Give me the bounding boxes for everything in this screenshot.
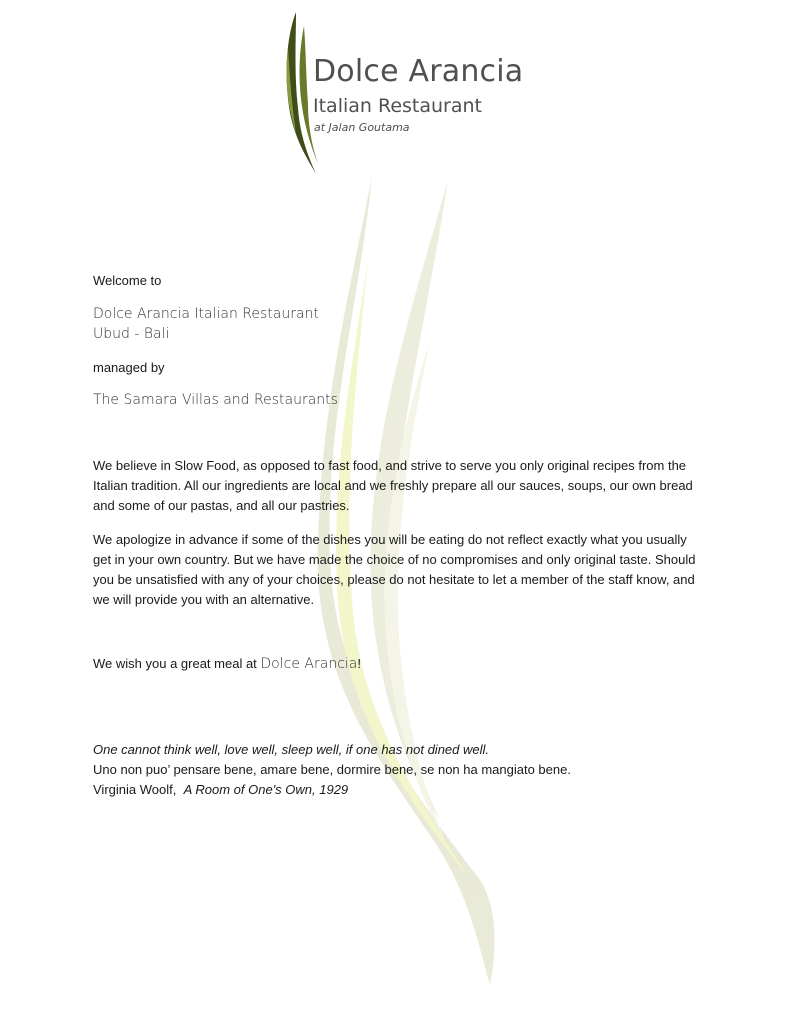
paragraph-2: We apologize in advance if some of the dishes you will be eating do not reflect exactly what you usually get in your own country. But we have made the choice of no compromises and only original taste. Should you be unsatisfied with any of your choices, please do not hesitate to let a member of the staff know, and we will provide you with an alternative. bbox=[93, 532, 696, 607]
quote-english: One cannot think well, love well, sleep well, if one has not dined well. bbox=[93, 742, 489, 757]
wish-line bbox=[93, 656, 361, 672]
paragraph-apology bbox=[93, 530, 703, 610]
restaurant-name: Dolce Arancia Italian Restaurant bbox=[93, 306, 319, 322]
managed-by-label: managed by bbox=[93, 360, 165, 375]
restaurant-location: Ubud - Bali bbox=[93, 326, 170, 342]
logo-location: at Jalan Goutama bbox=[314, 121, 410, 134]
quote-work: A Room of One's Own, 1929 bbox=[183, 782, 349, 797]
quote-italian: Uno non puo’ pensare bene, amare bene, dormire bene, se non ha mangiato bene. bbox=[93, 762, 571, 777]
wish-restaurant-name: Dolce Arancia bbox=[260, 656, 358, 672]
logo-subtitle: Italian Restaurant bbox=[313, 95, 482, 117]
wish-prefix: We wish you a great meal at bbox=[93, 656, 261, 671]
quote-attribution bbox=[93, 782, 348, 797]
logo-grass-icon bbox=[280, 8, 520, 178]
quote-author: Virginia Woolf, bbox=[93, 782, 177, 797]
logo-title: Dolce Arancia bbox=[313, 54, 524, 89]
manager-name: The Samara Villas and Restaurants bbox=[93, 392, 338, 408]
paragraph-1: We believe in Slow Food, as opposed to fast food, and strive to serve you only original recipes from the Italian tradition. All our ingredients are local and we freshly prepare all our sauces, soups, our own bread and some of our pastas, and all our pastries. bbox=[93, 458, 693, 513]
paragraph-slow-food bbox=[93, 456, 703, 516]
welcome-intro: Welcome to bbox=[93, 273, 162, 288]
wish-suffix: ! bbox=[357, 656, 361, 671]
